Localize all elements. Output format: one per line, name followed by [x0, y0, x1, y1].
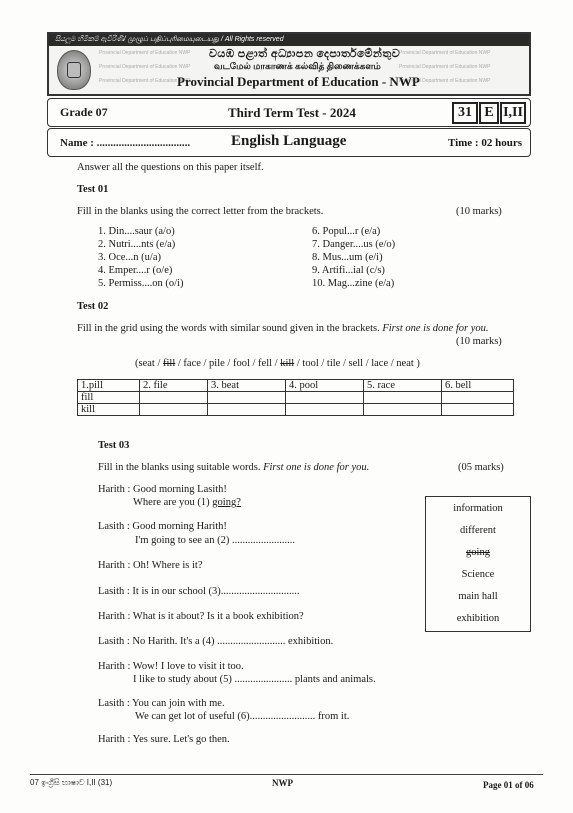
dialogue-line: Lasith : It is in our school (3).............................. — [98, 586, 300, 597]
footer-nwp: NWP — [272, 778, 293, 788]
test02-word-list — [135, 358, 420, 369]
word-list-part: (seat / — [135, 358, 163, 369]
department-english: Provincial Department of Education - NWP — [177, 74, 420, 89]
dialogue-line — [133, 497, 241, 508]
grid-cell[interactable] — [208, 392, 286, 404]
example-answer: going? — [212, 497, 241, 508]
background-pattern: Provincial Department of Education NWP — [99, 50, 191, 56]
copyright-bar: සියලුම හිමිකම් ඇවිරිණි/ முழுப் பதிப்புரிமையுடையது / All Rights reserved — [49, 34, 529, 46]
grid-cell[interactable] — [140, 392, 208, 404]
background-pattern: Provincial Department of Education NWP — [399, 50, 491, 56]
word-box-item: information — [453, 503, 503, 514]
test03-title: Test 03 — [98, 440, 130, 451]
test03-instruction — [98, 462, 369, 473]
word-box-item: main hall — [458, 591, 498, 602]
test01-item: 8. Mus...um (e/i) — [312, 252, 383, 263]
exam-header — [47, 32, 531, 96]
test03-instruction-text: Fill in the blanks using suitable words. — [98, 462, 261, 473]
department-tamil: வடமேல் மாகாணக் கல்வித் திணைக்களம் — [214, 61, 381, 71]
test01-item: 6. Popul...r (e/a) — [312, 226, 381, 237]
grid-cell[interactable] — [286, 392, 364, 404]
test01-item: 9. Artifi...ial (c/s) — [312, 265, 385, 276]
grid-cell: kill — [78, 404, 140, 416]
word-list-part: / face / pile / fool / fell / — [175, 358, 281, 369]
grade-row — [47, 98, 531, 127]
paper-code-number: 31 — [452, 102, 478, 124]
grid-header-cell: 2. file — [140, 380, 208, 392]
grid-cell[interactable] — [208, 404, 286, 416]
dialogue-text: Where are you (1) — [133, 497, 210, 508]
paper-code-language: E — [479, 102, 499, 124]
word-box-item: different — [460, 525, 496, 536]
grid-cell[interactable] — [442, 404, 514, 416]
test01-item: 2. Nutri....nts (e/a) — [98, 239, 176, 250]
grid-header-cell: 4. pool — [286, 380, 364, 392]
test01-marks: (10 marks) — [456, 206, 502, 217]
test01-item: 10. Mag...zine (e/a) — [312, 278, 395, 289]
background-pattern: Provincial Department of Education NWP — [99, 78, 191, 84]
word-box-item: exhibition — [456, 613, 500, 624]
dialogue-line: Lasith : No Harith. It's a (4) .......................... exhibition. — [98, 636, 334, 647]
background-pattern: Provincial Department of Education NWP — [399, 64, 491, 70]
dialogue-line: Harith : Wow! I love to visit it too. — [98, 661, 244, 672]
name-row — [47, 128, 531, 157]
term-title: Third Term Test - 2024 — [228, 105, 356, 120]
test01-item: 5. Permiss....on (o/i) — [98, 278, 184, 289]
grid-cell[interactable] — [140, 404, 208, 416]
dialogue-line: Harith : What is it about? Is it a book exhibition? — [98, 611, 304, 622]
background-pattern: Provincial Department of Education NWP — [399, 78, 491, 84]
dialogue-line: We can get lot of useful (6)......................... from it. — [135, 711, 350, 722]
department-sinhala: වයඹ පළාත් අධ්‍යාපන දෙපාර්තමේන්තුව — [209, 48, 401, 60]
test01-instruction: Fill in the blanks using the correct letter from the brackets. — [77, 206, 324, 217]
sound-grid — [77, 379, 514, 416]
test02-instruction-text: Fill in the grid using the words with similar sound given in the brackets. — [77, 323, 380, 334]
dialogue-line: Harith : Oh! Where is it? — [98, 560, 203, 571]
grid-cell[interactable] — [364, 404, 442, 416]
grid-header-row — [78, 380, 514, 392]
word-box-item-struck: going — [466, 547, 490, 558]
general-instruction: Answer all the questions on this paper itself. — [77, 162, 264, 173]
grid-row — [78, 404, 514, 416]
grid-cell[interactable] — [286, 404, 364, 416]
grade: Grade 07 — [60, 105, 108, 119]
name-field[interactable]: Name : .................................. — [60, 137, 191, 149]
grid-header-cell: 5. race — [364, 380, 442, 392]
dialogue-line: Lasith : You can join with me. — [98, 698, 225, 709]
grid-cell[interactable] — [442, 392, 514, 404]
test02-marks: (10 marks) — [456, 336, 502, 347]
word-box-item: Science — [461, 569, 495, 580]
grid-header-cell: 1.pill — [78, 380, 140, 392]
word-box — [425, 496, 531, 632]
grid-cell: fill — [78, 392, 140, 404]
test01-item: 7. Danger....us (e/o) — [312, 239, 396, 250]
dialogue-line: I'm going to see an (2) ........................ — [135, 535, 295, 546]
dialogue-line: Lasith : Good morning Harith! — [98, 521, 227, 532]
test03-instruction-example: First one is done for you. — [263, 462, 370, 473]
test02-instruction — [77, 323, 489, 334]
page-number: Page 01 of 06 — [483, 780, 534, 790]
dialogue-line: Harith : Yes sure. Let's go then. — [98, 734, 230, 745]
paper-code-parts: I,II — [500, 102, 526, 124]
grid-header-cell: 6. bell — [442, 380, 514, 392]
word-list-part: / tool / tile / sell / lace / neat ) — [294, 358, 420, 369]
word-kill-struck: kill — [280, 358, 295, 369]
word-fill-struck: fill — [163, 358, 176, 369]
footer-divider — [30, 774, 543, 775]
test03-marks: (05 marks) — [458, 462, 504, 473]
test02-instruction-example: First one is done for you. — [382, 323, 489, 334]
test01-item: 1. Din....saur (a/o) — [98, 226, 175, 237]
subject-title: English Language — [231, 133, 347, 149]
province-emblem-icon — [57, 50, 91, 90]
time-label: Time : 02 hours — [447, 137, 522, 149]
test01-item: 3. Oce...n (u/a) — [98, 252, 161, 263]
test02-title: Test 02 — [77, 301, 109, 312]
background-pattern: Provincial Department of Education NWP — [99, 64, 191, 70]
dialogue-line: I like to study about (5) ...................... plants and animals. — [133, 674, 376, 685]
grid-row — [78, 392, 514, 404]
test01-title: Test 01 — [77, 184, 109, 195]
test01-item: 4. Emper....r (o/e) — [98, 265, 173, 276]
footer-paper-code: 07 ඉංග්‍රීසි භාෂාව I,II (31) — [30, 778, 113, 787]
dialogue-line: Harith : Good morning Lasith! — [98, 484, 227, 495]
grid-cell[interactable] — [364, 392, 442, 404]
grid-header-cell: 3. beat — [208, 380, 286, 392]
